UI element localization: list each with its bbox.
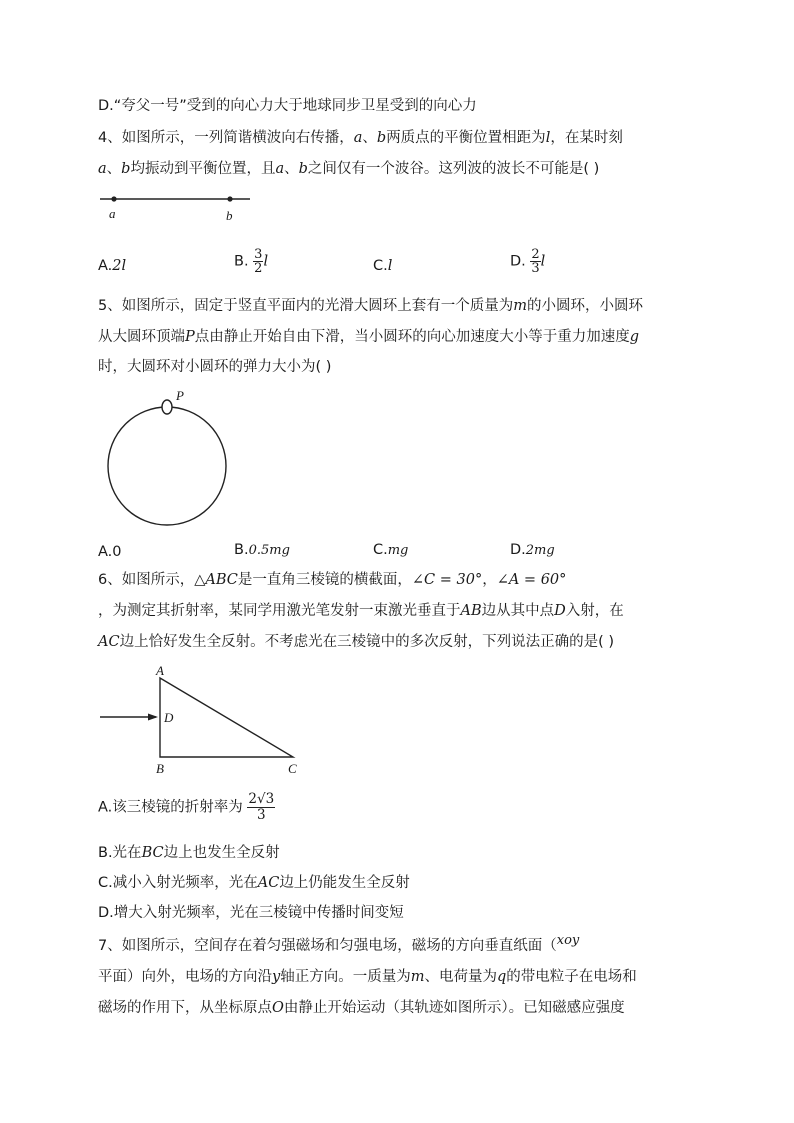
q5-text: 点由静止开始自由下滑，当小圆环的向心加速度大小等于重力加速度 [194,329,630,345]
q5-option-d [510,540,555,561]
q7-stem-line2 [98,967,637,987]
q7-stem-line1 [98,933,580,957]
denominator: 2 [254,261,263,276]
q4-option-a [98,256,126,276]
q5-text: 从大圆环顶端 [98,329,185,345]
big-ring [108,407,226,525]
vertex-a-label: A [156,663,164,678]
q6-option-a [98,792,275,823]
point-b-dot [227,196,232,201]
vertex-c-label: C [288,761,297,776]
var-m: m [513,298,527,314]
side-bc: BC [141,845,164,861]
var-m: m [410,969,425,985]
q7-text: 磁场的作用下，从坐标原点 [98,1000,272,1016]
q6-stem-line1 [98,570,566,590]
q6-text: 是一直角三棱镜的横截面， [237,572,412,588]
point-d: D [554,603,566,619]
var-p: P [185,329,195,345]
q4-sep: 、 [284,161,299,177]
option-var: l [540,253,546,270]
denominator: 3 [531,261,540,276]
q6-stem-line3 [98,632,614,652]
var-y: y [272,969,281,985]
q6-text: 6、如图所示， [98,572,195,588]
option-text: C.减小入射光频率，光在 [98,875,258,891]
option-value: l [387,258,393,274]
numerator: 2√3 [248,791,275,807]
q7-text: 7、如图所示，空间存在着匀强磁场和匀强电场，磁场的方向垂直纸面（ [98,938,557,954]
angle-c: ∠C = 30° [411,572,483,588]
q6-text: 入射，在 [565,603,624,619]
fraction [530,248,540,275]
q5-text: 5、如图所示，固定于竖直平面内的光滑大圆环上套有一个质量为 [98,298,514,314]
q4-option-d [510,248,545,275]
q7-stem-line3 [98,998,625,1018]
q7-text: 由静止开始运动（其轨迹如图所示）。已知磁感应强度 [283,1000,625,1016]
option-letter: B. [234,542,249,558]
q5-stem-line2 [98,327,639,347]
q6-option-c [98,873,410,893]
q6-option-d: D.增大入射光频率，光在三棱镜中传播时间变短 [98,905,404,921]
var-a: a [353,130,363,146]
q6-prism-figure [98,664,308,779]
option-letter: A. [98,258,113,274]
option-text: 边上也发生全反射 [163,845,280,861]
q6-stem-line2 [98,601,624,621]
q5-text: 的小圆环，小圆环 [526,298,643,314]
option-value: 2mg [525,543,555,558]
option-letter: B. [234,253,249,270]
option-text: A.该三棱镜的折射率为 [98,799,243,816]
q4-sep: 、 [106,161,122,177]
q3-option-d: D.“夸父一号”受到的向心力大于地球同步卫星受到的向心力 [98,98,477,114]
q5-ring-figure [100,390,240,530]
option-text: 边上仍能发生全反射 [279,875,410,891]
fraction [253,248,263,275]
q6-text: ，为测定其折射率，某同学用激光笔发射一束激光垂直于 [98,603,461,619]
numerator: 3 [254,247,263,262]
q4-sep: 、 [362,130,377,146]
option-text: B.光在 [98,845,142,861]
q4-text: 两质点的平衡位置相距为 [386,130,546,146]
q4-wave-figure [98,190,258,226]
side-ac: AC [257,875,280,891]
q4-stem-line1 [98,128,623,148]
var-q: q [496,969,507,985]
var-a: a [275,161,285,177]
var-a: a [98,161,107,177]
side-ab: AB [460,603,482,619]
q4-text: 之间仅有一个波谷。这列波的波长不可能是( ) [307,161,600,177]
q4-option-b [234,248,268,275]
point-a-label: a [109,206,116,221]
triangle-abc: △ABC [194,572,238,588]
q4-text: 4、如图所示，一列简谐横波向右传播， [98,130,354,146]
option-value: 0.5mg [248,543,290,558]
q4-option-c [373,256,392,276]
q5-option-c [373,540,408,561]
option-letter: C. [373,542,388,558]
point-b-label: b [226,208,233,223]
var-b: b [298,161,308,177]
option-letter: D. [510,253,526,270]
plane-xoy: xoy [556,933,580,948]
q5-stem-line3: 时，大圆环对小圆环的弹力大小为( ) [98,359,332,375]
option-var: l [263,253,269,270]
point-p-label: P [176,388,184,403]
var-g: g [629,329,640,345]
var-b: b [121,161,131,177]
option-value: 2l [112,258,127,274]
q4-text: ，在某时刻 [550,130,623,146]
q7-text: 轴正方向。一质量为 [280,969,411,985]
q7-text: 平面）向外，电场的方向沿 [98,969,272,985]
vertex-b-label: B [156,761,164,776]
denominator: 3 [256,807,266,823]
option-letter: C. [373,258,388,274]
q5-option-a: A.0 [98,544,122,560]
numerator: 2 [531,247,540,262]
option-value: mg [387,543,409,558]
small-ring [162,400,172,414]
prism-triangle [160,678,293,757]
q5-stem-line1 [98,296,643,316]
q7-text: 的带电粒子在电场和 [506,969,637,985]
var-b: b [376,130,387,146]
point-a-dot [111,196,116,201]
fraction [247,792,275,823]
q6-option-b [98,843,280,863]
q7-text: 、电荷量为 [424,969,497,985]
var-l: l [545,130,551,146]
q6-text: ， [482,572,497,588]
angle-a: ∠A = 60° [496,572,567,588]
option-letter: D. [510,542,526,558]
q4-text: 均振动到平衡位置，且 [130,161,276,177]
side-ac: AC [98,634,120,650]
q6-text: 边从其中点 [481,603,555,619]
var-o: O [272,1000,284,1016]
q4-stem-line2 [98,159,599,179]
q5-option-b [234,540,290,561]
point-d-label: D [164,710,174,725]
arrow-head-icon [148,714,158,721]
q6-text: 边上恰好发生全反射。不考虑光在三棱镜中的多次反射，下列说法正确的是( ) [119,634,614,650]
